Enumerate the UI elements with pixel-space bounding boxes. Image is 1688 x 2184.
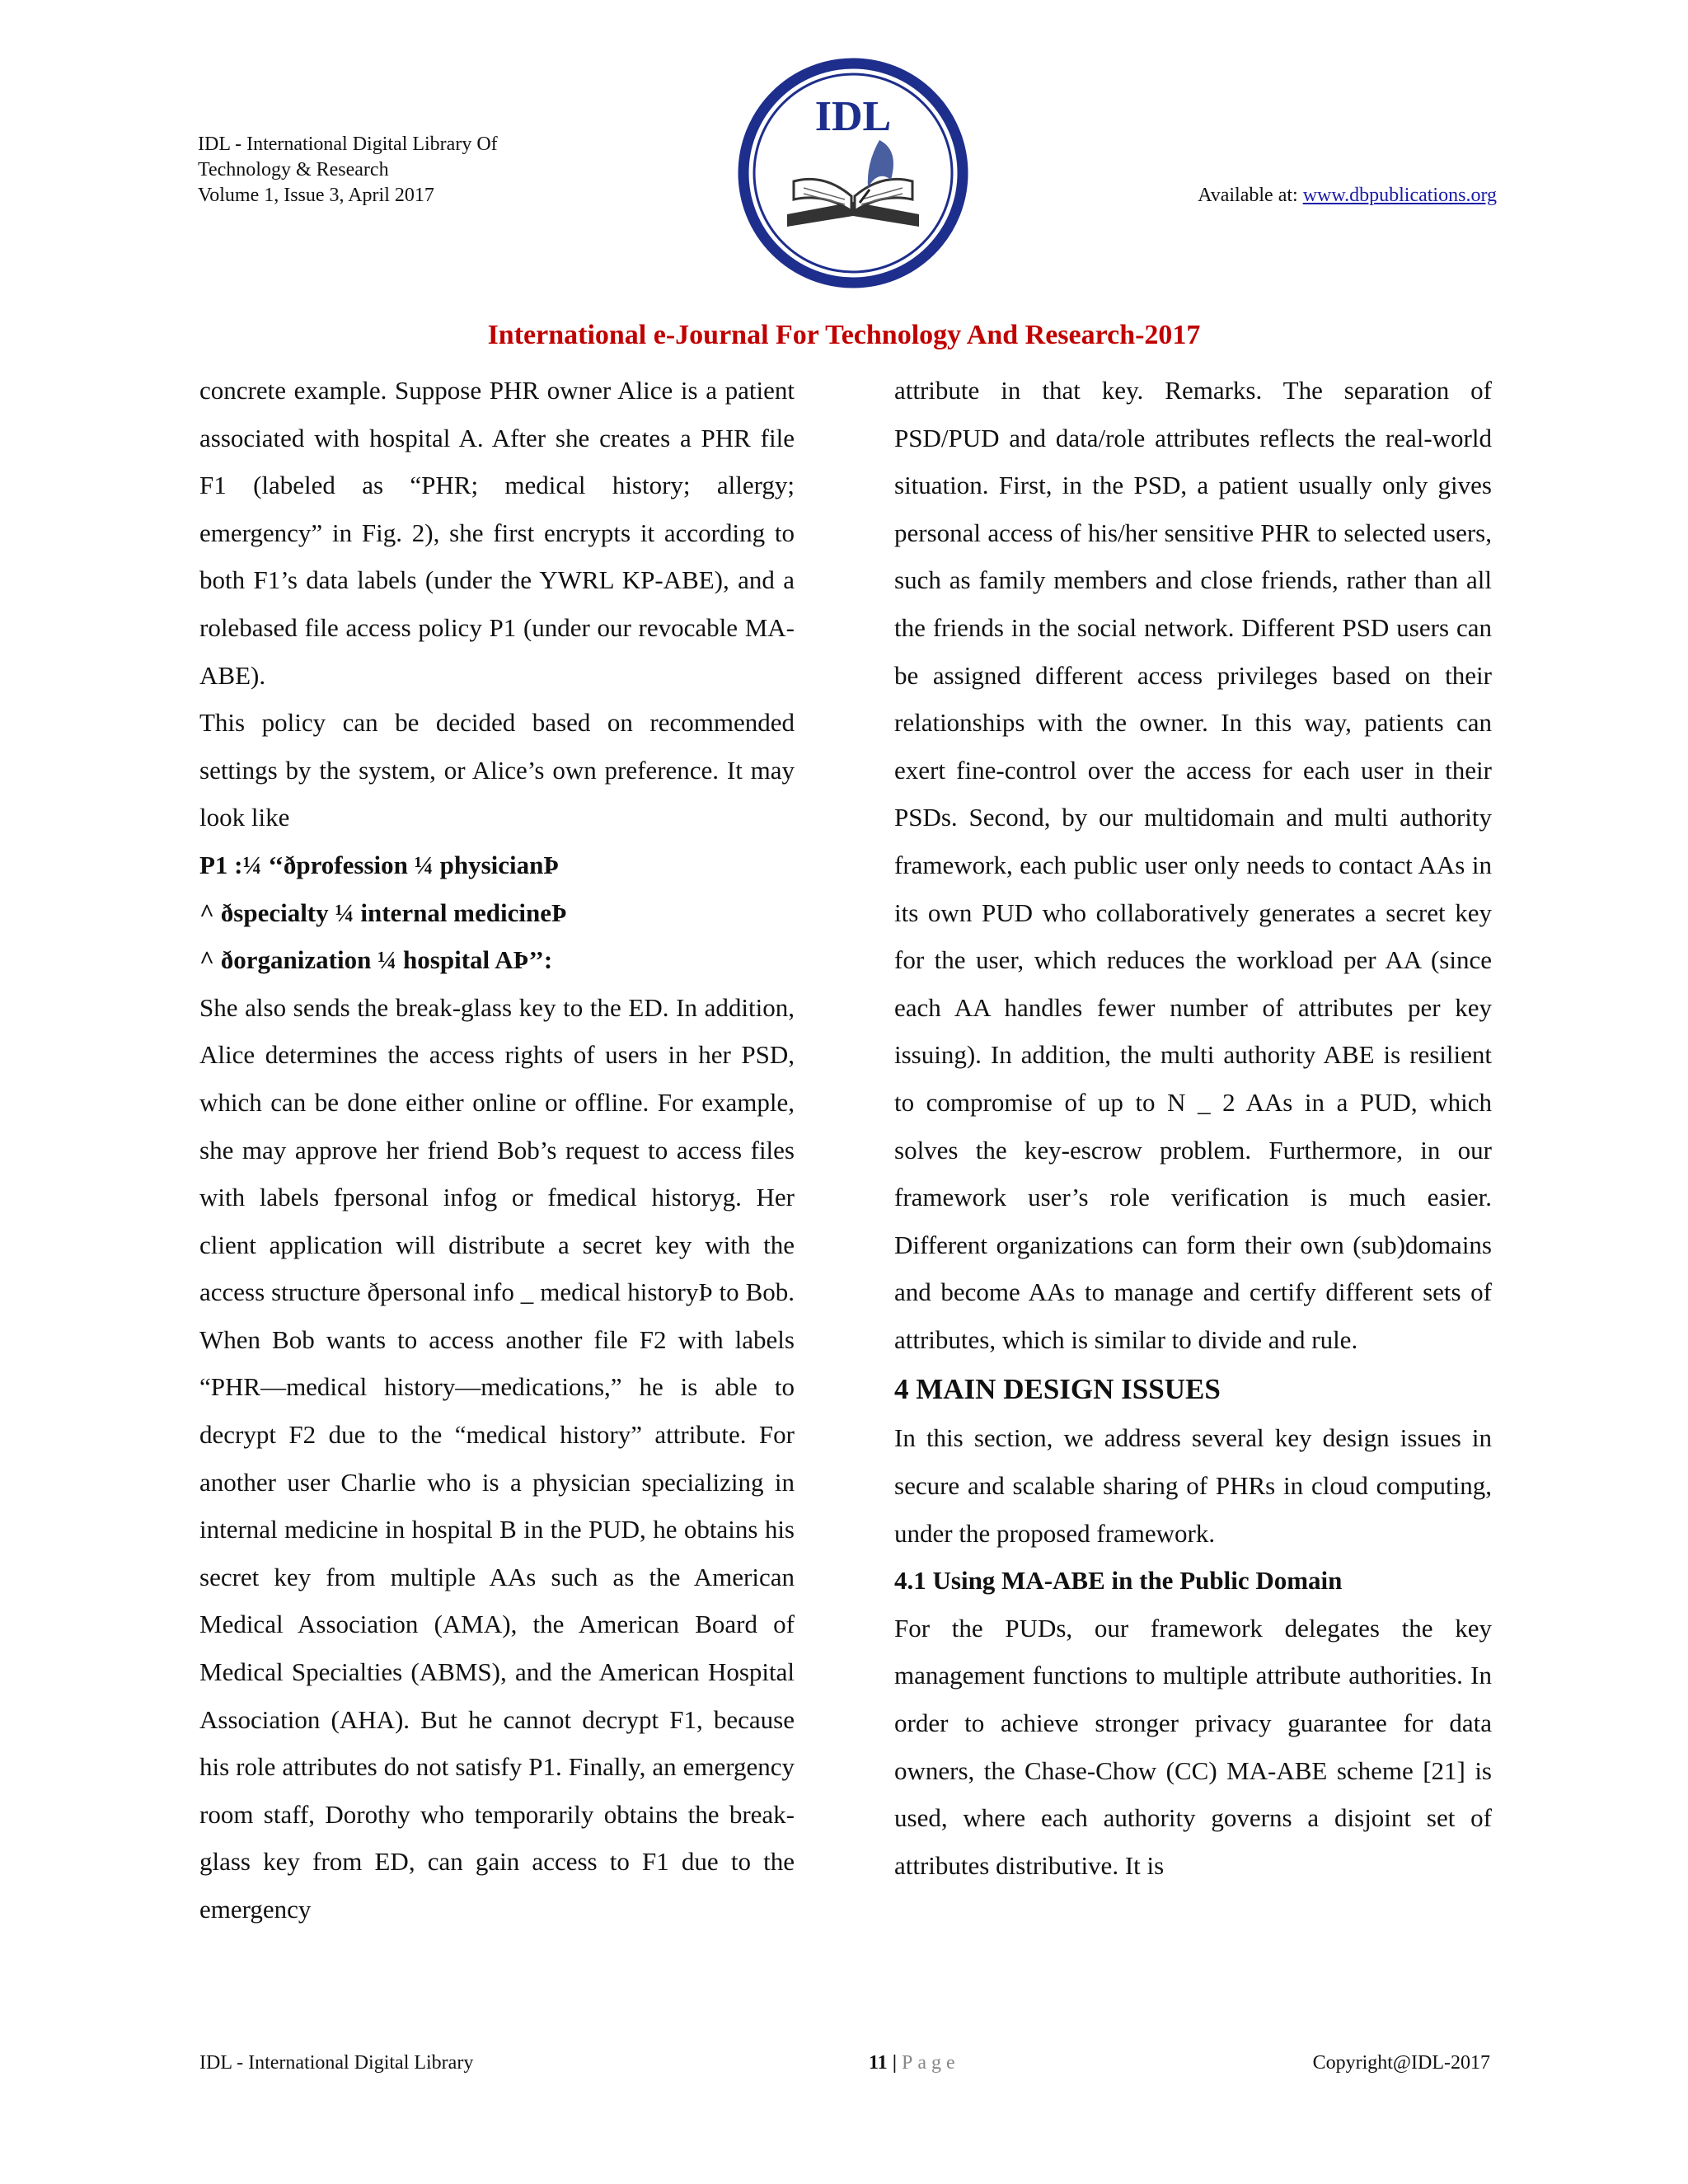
availability-note	[1198, 183, 1497, 209]
paragraph: concrete example. Suppose PHR owner Alice is a patient associated with hospital A. After she creates a PHR file F1 (labeled as “PHR; medical history; allergy; emergency” in Fig. 2), she first encrypts it according to both F1’s data labels (under the YWRL KP-ABE), and a rolebased file access policy P1 (under our revocable MA-ABE).	[199, 376, 795, 690]
left-column	[199, 367, 795, 1933]
page-number: 11	[869, 2052, 888, 2074]
paragraph: For the PUDs, our framework delegates the key management functions to multiple attribute authorities. In order to achieve stronger privacy guarantee for data owners, the Chase-Chow (CC) MA-ABE scheme [21] is used, where each authority governs a disjoint set of attributes distributive. It is	[894, 1613, 1492, 1880]
page-separator: |	[887, 2052, 902, 2074]
section-heading: 4 MAIN DESIGN ISSUES	[894, 1373, 1221, 1406]
logo-text: IDL	[814, 93, 892, 140]
page-word: Page	[901, 2052, 960, 2074]
paragraph: She also sends the break-glass key to the ED. In addition, Alice determines the access rights of users in her PSD, which can be done either online or offline. For example, she may approve her friend Bob’s request to access files with labels fpersonal infog or fmedical historyg. Her client application will distribute a secret key with the access structure ðpersonal info _ medical historyÞ to Bob. When Bob wants to access another file F2 with labels “PHR—medical history—medications,” he is able to decrypt F2 due to the “medical history” attribute. For another user Charlie who is a physician specializing in internal medicine in hospital B in the PUD, he obtains his secret key from multiple AAs such as the American Medical Association (AMA), the American Board of Medical Specialties (ABMS), and the American Hospital Association (AHA). But he cannot decrypt F1, because his role attributes do not satisfy P1. Finally, an emergency room staff, Dorothy who temporarily obtains the break-glass key from ED, can gain access to F1 due to the emergency	[199, 992, 795, 1924]
idl-logo	[738, 58, 968, 288]
policy-formula-line: ^ ðorganization ¼ hospital AÞ’’:	[199, 945, 553, 975]
paragraph: attribute in that key. Remarks. The separation of PSD/PUD and data/role attributes reflects the real-world situation. First, in the PSD, a patient usually only gives personal access of his/her sensitive PHR to selected users, such as family members and close friends, rather than all the friends in the social network. Different PSD users can be assigned different access privileges based on their relationships with the owner. In this way, patients can exert fine-control over the access for each user in their PSDs. Second, by our multidomain and multi authority framework, each public user only needs to contact AAs in its own PUD who collaboratively generates a secret key for the user, which reduces the workload per AA (since each AA handles fewer number of attributes per key issuing). In addition, the multi authority ABE is resilient to compromise of up to N _ 2 AAs in a PUD, which solves the key-escrow problem. Furthermore, in our framework user’s role verification is much easier. Different organizations can form their own (sub)domains and become AAs to manage and certify different sets of attributes, which is similar to divide and rule.	[894, 376, 1492, 1354]
footer-copyright: Copyright@IDL-2017	[1312, 2052, 1490, 2074]
subsection-heading: 4.1 Using MA-ABE in the Public Domain	[894, 1566, 1343, 1596]
paragraph: In this section, we address several key design issues in secure and scalable sharing of PHRs in cloud computing, under the proposed framework.	[894, 1423, 1492, 1548]
journal-title: International e-Journal For Technology And Research-2017	[487, 320, 1201, 350]
header-info	[198, 132, 498, 209]
footer-library: IDL - International Digital Library	[199, 2052, 474, 2074]
policy-formula-line: P1 :¼ ‘‘ðprofession ¼ physicianÞ	[199, 850, 560, 879]
header-line-2: Technology & Research	[198, 159, 389, 180]
paragraph: This policy can be decided based on recommended settings by the system, or Alice’s own preference. It may look like	[199, 708, 795, 832]
header-line-1: IDL - International Digital Library Of	[198, 134, 498, 155]
right-column	[894, 367, 1492, 1889]
header-line-3: Volume 1, Issue 3, April 2017	[198, 185, 434, 206]
policy-formula-line: ^ ðspecialty ¼ internal medicineÞ	[199, 898, 567, 927]
publication-link[interactable]: www.dbpublications.org	[1302, 185, 1497, 206]
available-label: Available at:	[1198, 185, 1303, 206]
footer-page	[869, 2052, 960, 2074]
